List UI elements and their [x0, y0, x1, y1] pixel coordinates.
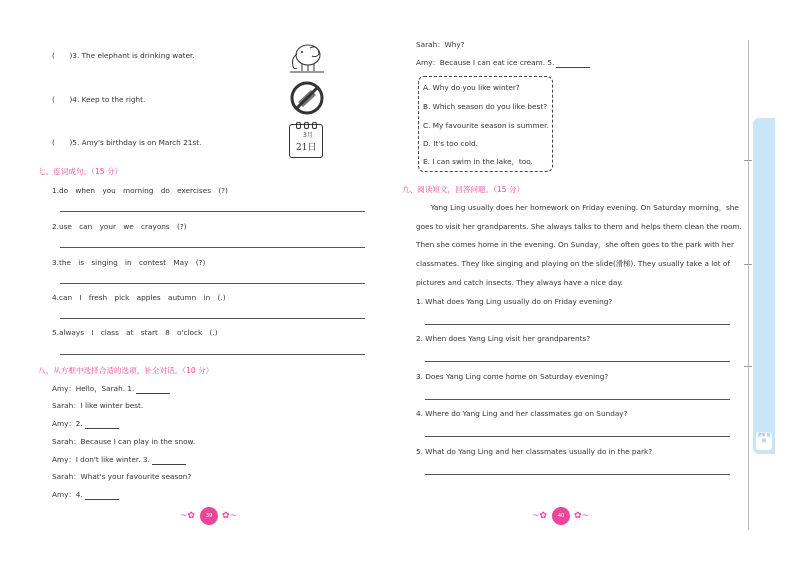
section7-heading: 七、连词成句。（15 分）: [38, 167, 123, 176]
section7-item-5: 5.always I class at start 8 o'clock (.): [52, 328, 218, 337]
option-e: E. I can swim in the lake，too.: [423, 157, 533, 166]
teacher-review-tab: 老师 批阅: [756, 432, 772, 450]
answer-line: [60, 211, 365, 212]
answer-blank: [136, 385, 170, 394]
answer-line: [60, 354, 365, 355]
item-4: [52, 95, 145, 105]
dialogue-line-2: [52, 401, 143, 411]
answer-blank: [85, 491, 119, 500]
item-3: [52, 51, 195, 61]
section7-item-4: 4.can I fresh pick apples autumn in (.): [52, 293, 226, 302]
dialogue-text: Sarah：What's your favourite season?: [52, 472, 192, 481]
passage-line: Then she comes home in the evening. On Sunday，she often goes to the park with her: [416, 240, 734, 249]
question-4: 4. Where do Yang Ling and her classmates go on Sunday?: [416, 409, 628, 418]
answer-line: [60, 247, 365, 248]
answer-line: [425, 436, 730, 437]
binding-tick: [744, 160, 752, 161]
flourish-icon: ~✿: [180, 511, 196, 521]
section7-item-2: 2.use can your we crayons (?): [52, 222, 187, 231]
calendar-day: 21日: [296, 143, 317, 153]
dialogue-text: Sarah：Why?: [416, 40, 465, 49]
dialogue-line-9: [416, 58, 590, 68]
dialogue-text: Amy：Hello，Sarah. 1.: [52, 384, 135, 393]
option-a: A. Why do you like winter?: [423, 83, 520, 92]
flourish-icon: ~✿: [532, 511, 548, 521]
item-5: [52, 138, 201, 148]
answer-line: [60, 283, 365, 284]
question-3: 3. Does Yang Ling come home on Saturday evening?: [416, 372, 609, 381]
answer-line: [425, 474, 730, 475]
answer-blank: [85, 420, 119, 429]
dialogue-line-3: [52, 419, 119, 429]
answer-line: [60, 318, 365, 319]
answer-blank: [556, 59, 590, 68]
binding-tick: [744, 366, 752, 367]
dialogue-text: Amy：Because I can eat ice cream. 5.: [416, 58, 555, 67]
item-text: 5. Amy's birthday is on March 21st.: [72, 138, 202, 147]
page-number: 40: [552, 507, 570, 525]
answer-line: [425, 361, 730, 362]
answer-line: [425, 324, 730, 325]
item-bracket: ( ): [52, 95, 73, 104]
section7-item-3: 3.the is singing in contest May (?): [52, 258, 206, 267]
dialogue-text: Amy：2.: [52, 419, 83, 428]
dialogue-text: Sarah：Because I can play in the snow.: [52, 437, 196, 446]
dialogue-line-5: [52, 455, 186, 465]
section7-item-1: 1.do when you morning do exercises (?): [52, 186, 228, 195]
item-text: 3. The elephant is drinking water.: [72, 51, 195, 60]
calendar-icon: [289, 124, 323, 158]
option-d: D. It's too cold.: [423, 139, 478, 148]
dialogue-line-6: [52, 472, 191, 482]
elephant-icon: [288, 40, 326, 74]
passage-line: pictures and catch insects. They always have a nice day.: [416, 278, 623, 287]
option-b: B. Which season do you like best?: [423, 102, 548, 111]
review-sidebar: [753, 118, 775, 454]
calendar-month: 3月: [303, 132, 313, 139]
passage-line: classmates. They like singing and playing on the slide(滑梯). They usually take a lot of: [416, 259, 730, 268]
dialogue-text: Amy：I don't like winter. 3.: [52, 455, 150, 464]
flourish-icon: ✿~: [574, 511, 590, 521]
item-bracket: ( ): [52, 138, 73, 147]
option-c: C. My favourite season is summer.: [423, 121, 549, 130]
question-2: 2. When does Yang Ling visit her grandparents?: [416, 334, 591, 343]
dialogue-line-4: [52, 437, 195, 447]
section9-heading: 九、阅读短文，回答问题。（15 分）: [402, 185, 525, 194]
passage-line: Yang Ling usually does her homework on Friday evening. On Saturday morning，she: [416, 203, 739, 212]
flourish-icon: ✿~: [222, 511, 238, 521]
dialogue-line-7: [52, 490, 119, 500]
dialogue-line-1: [52, 384, 170, 394]
calendar-rings: [290, 122, 322, 126]
item-bracket: ( ): [52, 51, 73, 60]
section8-heading: 八、从方框中选择合适的选项，补全对话。（10 分）: [38, 366, 214, 375]
dialogue-text: Sarah：I like winter best.: [52, 401, 144, 410]
binding-rule: [748, 40, 749, 530]
question-5: 5. What do Yang Ling and her classmates usually do in the park?: [416, 447, 653, 456]
answer-line: [425, 399, 730, 400]
question-1: 1. What does Yang Ling usually do on Friday evening?: [416, 297, 613, 306]
binding-tick: [744, 264, 752, 265]
no-entry-sign-icon: [289, 80, 325, 116]
item-text: 4. Keep to the right.: [72, 95, 146, 104]
answer-blank: [152, 456, 186, 465]
dialogue-line-8: [416, 40, 465, 50]
dialogue-text: Amy：4.: [52, 490, 83, 499]
passage-line: goes to visit her grandparents. She always talks to them and helps them clean the room.: [416, 222, 742, 231]
page-number: 39: [200, 507, 218, 525]
